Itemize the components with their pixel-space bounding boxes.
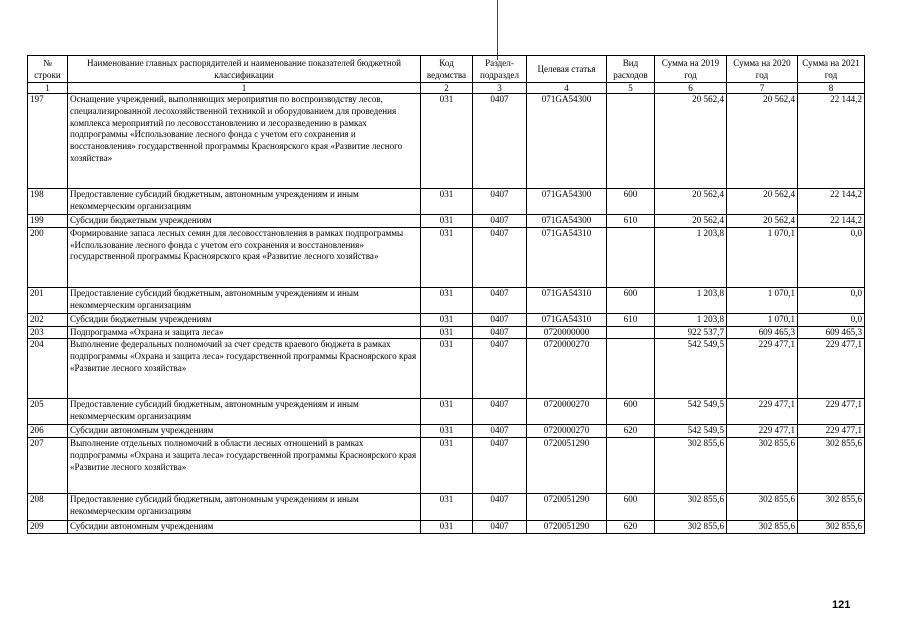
dept-code: 031 xyxy=(421,326,473,339)
row-name: Предоставление субсидий бюджетным, автономным учреждениям и иным некоммерческим организациям xyxy=(68,494,421,521)
row-number: 209 xyxy=(28,521,68,534)
sum-2021: 229 477,1 xyxy=(798,339,865,399)
expense-type xyxy=(607,438,655,494)
sum-2019: 20 562,4 xyxy=(655,215,727,228)
expense-type: 610 xyxy=(607,215,655,228)
sum-2020: 1 070,1 xyxy=(727,313,798,326)
row-number: 203 xyxy=(28,326,68,339)
sum-2021: 0,0 xyxy=(798,313,865,326)
sum-2020: 302 855,6 xyxy=(727,521,798,534)
sum-2020: 1 070,1 xyxy=(727,287,798,313)
sum-2020: 1 070,1 xyxy=(727,227,798,287)
section-code: 0407 xyxy=(473,215,527,228)
page-number: 121 xyxy=(832,599,851,611)
sum-2019: 542 549,5 xyxy=(655,399,727,425)
budget-table xyxy=(27,55,865,534)
column-number: 3 xyxy=(473,83,527,94)
header-target: Целевая статья xyxy=(527,56,607,83)
sum-2021: 22 144,2 xyxy=(798,215,865,228)
header-row xyxy=(28,56,865,83)
row-number: 208 xyxy=(28,494,68,521)
sum-2020: 229 477,1 xyxy=(727,425,798,438)
section-code: 0407 xyxy=(473,326,527,339)
expense-type: 600 xyxy=(607,494,655,521)
header-dept-code: Код ведомства xyxy=(421,56,473,83)
section-code: 0407 xyxy=(473,227,527,287)
row-name: Предоставление субсидий бюджетным, автономным учреждениям и иным некоммерческим организациям xyxy=(68,189,421,215)
expense-type xyxy=(607,339,655,399)
header-sum-2021: Сумма на 2021 год xyxy=(798,56,865,83)
column-number-row xyxy=(28,83,865,94)
target-code: 071GA54300 xyxy=(527,189,607,215)
section-code: 0407 xyxy=(473,287,527,313)
table-row xyxy=(28,326,865,339)
target-code: 0720000270 xyxy=(527,399,607,425)
target-code: 0720000270 xyxy=(527,425,607,438)
table-row xyxy=(28,313,865,326)
section-code: 0407 xyxy=(473,494,527,521)
sum-2020: 229 477,1 xyxy=(727,399,798,425)
sum-2021: 302 855,6 xyxy=(798,438,865,494)
target-code: 0720000000 xyxy=(527,326,607,339)
sum-2019: 1 203,8 xyxy=(655,227,727,287)
section-code: 0407 xyxy=(473,399,527,425)
target-code: 0720000270 xyxy=(527,339,607,399)
expense-type xyxy=(607,94,655,189)
row-name: Субсидии автономным учреждениям xyxy=(68,521,421,534)
table-row xyxy=(28,399,865,425)
section-code: 0407 xyxy=(473,313,527,326)
row-name: Формирование запаса лесных семян для лесовосстановления в рамках подпрограммы «Использование лесного фонда с учетом его сохранения и восстановления» государственной программы Красноярского края «Развитие лесного хозяйства» xyxy=(68,227,421,287)
table-row xyxy=(28,494,865,521)
sum-2021: 0,0 xyxy=(798,227,865,287)
expense-type: 600 xyxy=(607,399,655,425)
sum-2019: 302 855,6 xyxy=(655,521,727,534)
row-number: 201 xyxy=(28,287,68,313)
section-code: 0407 xyxy=(473,438,527,494)
table-row xyxy=(28,227,865,287)
dept-code: 031 xyxy=(421,189,473,215)
sum-2020: 229 477,1 xyxy=(727,339,798,399)
row-number: 198 xyxy=(28,189,68,215)
expense-type: 600 xyxy=(607,189,655,215)
section-code: 0407 xyxy=(473,425,527,438)
sum-2019: 1 203,8 xyxy=(655,287,727,313)
dept-code: 031 xyxy=(421,313,473,326)
sum-2019: 20 562,4 xyxy=(655,189,727,215)
sum-2021: 302 855,6 xyxy=(798,521,865,534)
sum-2021: 302 855,6 xyxy=(798,494,865,521)
dept-code: 031 xyxy=(421,339,473,399)
row-number: 204 xyxy=(28,339,68,399)
dept-code: 031 xyxy=(421,494,473,521)
table-body xyxy=(28,94,865,534)
sum-2019: 302 855,6 xyxy=(655,438,727,494)
row-name: Предоставление субсидий бюджетным, автономным учреждениям и иным некоммерческим организациям xyxy=(68,399,421,425)
target-code: 0720051290 xyxy=(527,438,607,494)
target-code: 071GA54300 xyxy=(527,215,607,228)
column-number: 6 xyxy=(655,83,727,94)
sum-2019: 542 549,5 xyxy=(655,425,727,438)
expense-type: 600 xyxy=(607,287,655,313)
row-number: 197 xyxy=(28,94,68,189)
column-number: 2 xyxy=(421,83,473,94)
table-row xyxy=(28,438,865,494)
section-code: 0407 xyxy=(473,94,527,189)
row-number: 200 xyxy=(28,227,68,287)
expense-type: 620 xyxy=(607,521,655,534)
expense-type xyxy=(607,326,655,339)
sum-2019: 922 537,7 xyxy=(655,326,727,339)
target-code: 0720051290 xyxy=(527,494,607,521)
section-code: 0407 xyxy=(473,339,527,399)
header-sum-2020: Сумма на 2020 год xyxy=(727,56,798,83)
sum-2020: 609 465,3 xyxy=(727,326,798,339)
sum-2021: 22 144,2 xyxy=(798,189,865,215)
row-number: 206 xyxy=(28,425,68,438)
header-name: Наименование главных распорядителей и наименование показателей бюджетной классификации xyxy=(68,56,421,83)
sum-2021: 229 477,1 xyxy=(798,399,865,425)
table-row xyxy=(28,215,865,228)
row-name: Выполнение отдельных полномочий в области лесных отношений в рамках подпрограммы «Охрана и защита леса» государственной программы Красноярского края «Развитие лесного хозяйства» xyxy=(68,438,421,494)
sum-2019: 1 203,8 xyxy=(655,313,727,326)
dept-code: 031 xyxy=(421,94,473,189)
sum-2021: 229 477,1 xyxy=(798,425,865,438)
dept-code: 031 xyxy=(421,287,473,313)
sum-2021: 609 465,3 xyxy=(798,326,865,339)
target-code: 071GA54310 xyxy=(527,287,607,313)
column-number: 1 xyxy=(68,83,421,94)
sum-2019: 20 562,4 xyxy=(655,94,727,189)
target-code: 071GA54310 xyxy=(527,227,607,287)
dept-code: 031 xyxy=(421,227,473,287)
target-code: 0720051290 xyxy=(527,521,607,534)
expense-type xyxy=(607,227,655,287)
table-row xyxy=(28,339,865,399)
table-row xyxy=(28,521,865,534)
column-number: 7 xyxy=(727,83,798,94)
row-name: Субсидии бюджетным учреждениям xyxy=(68,215,421,228)
dept-code: 031 xyxy=(421,521,473,534)
row-number: 202 xyxy=(28,313,68,326)
row-name: Оснащение учреждений, выполняющих мероприятия по воспроизводству лесов, специализированной лесохозяйственной техникой и оборудованием для проведения комплекса мероприятий по лесовосстановлению и лесоразведению в рамках подпрограммы «Использование лесного фонда с учетом его сохранения и восстановления» государственной программы Красноярского края «Развитие лесного хозяйства» xyxy=(68,94,421,189)
header-expense-type: Вид расходов xyxy=(607,56,655,83)
row-name: Предоставление субсидий бюджетным, автономным учреждениям и иным некоммерческим организациям xyxy=(68,287,421,313)
dept-code: 031 xyxy=(421,425,473,438)
table-row xyxy=(28,287,865,313)
row-name: Выполнение федеральных полномочий за счет средств краевого бюджета в рамках подпрограммы «Охрана и защита леса» государственной программы Красноярского края «Развитие лесного хозяйства» xyxy=(68,339,421,399)
target-code: 071GA54310 xyxy=(527,313,607,326)
sum-2020: 20 562,4 xyxy=(727,215,798,228)
sum-2019: 302 855,6 xyxy=(655,494,727,521)
header-row-no: № строки xyxy=(28,56,68,83)
sum-2020: 20 562,4 xyxy=(727,94,798,189)
scan-artifact-line xyxy=(497,0,498,60)
sum-2020: 302 855,6 xyxy=(727,494,798,521)
column-number: 5 xyxy=(607,83,655,94)
header-sum-2019: Сумма на 2019 год xyxy=(655,56,727,83)
sum-2021: 0,0 xyxy=(798,287,865,313)
sum-2021: 22 144,2 xyxy=(798,94,865,189)
section-code: 0407 xyxy=(473,521,527,534)
header-section: Раздел-подраздел xyxy=(473,56,527,83)
sum-2020: 20 562,4 xyxy=(727,189,798,215)
column-number: 1 xyxy=(28,83,68,94)
expense-type: 620 xyxy=(607,425,655,438)
column-number: 4 xyxy=(527,83,607,94)
table-row xyxy=(28,189,865,215)
dept-code: 031 xyxy=(421,215,473,228)
dept-code: 031 xyxy=(421,438,473,494)
column-number: 8 xyxy=(798,83,865,94)
row-number: 199 xyxy=(28,215,68,228)
table-row xyxy=(28,425,865,438)
row-name: Субсидии автономным учреждениям xyxy=(68,425,421,438)
sum-2020: 302 855,6 xyxy=(727,438,798,494)
row-name: Субсидии бюджетным учреждениям xyxy=(68,313,421,326)
target-code: 071GA54300 xyxy=(527,94,607,189)
table-row xyxy=(28,94,865,189)
expense-type: 610 xyxy=(607,313,655,326)
row-name: Подпрограмма «Охрана и защита леса» xyxy=(68,326,421,339)
section-code: 0407 xyxy=(473,189,527,215)
sum-2019: 542 549,5 xyxy=(655,339,727,399)
row-number: 207 xyxy=(28,438,68,494)
row-number: 205 xyxy=(28,399,68,425)
dept-code: 031 xyxy=(421,399,473,425)
